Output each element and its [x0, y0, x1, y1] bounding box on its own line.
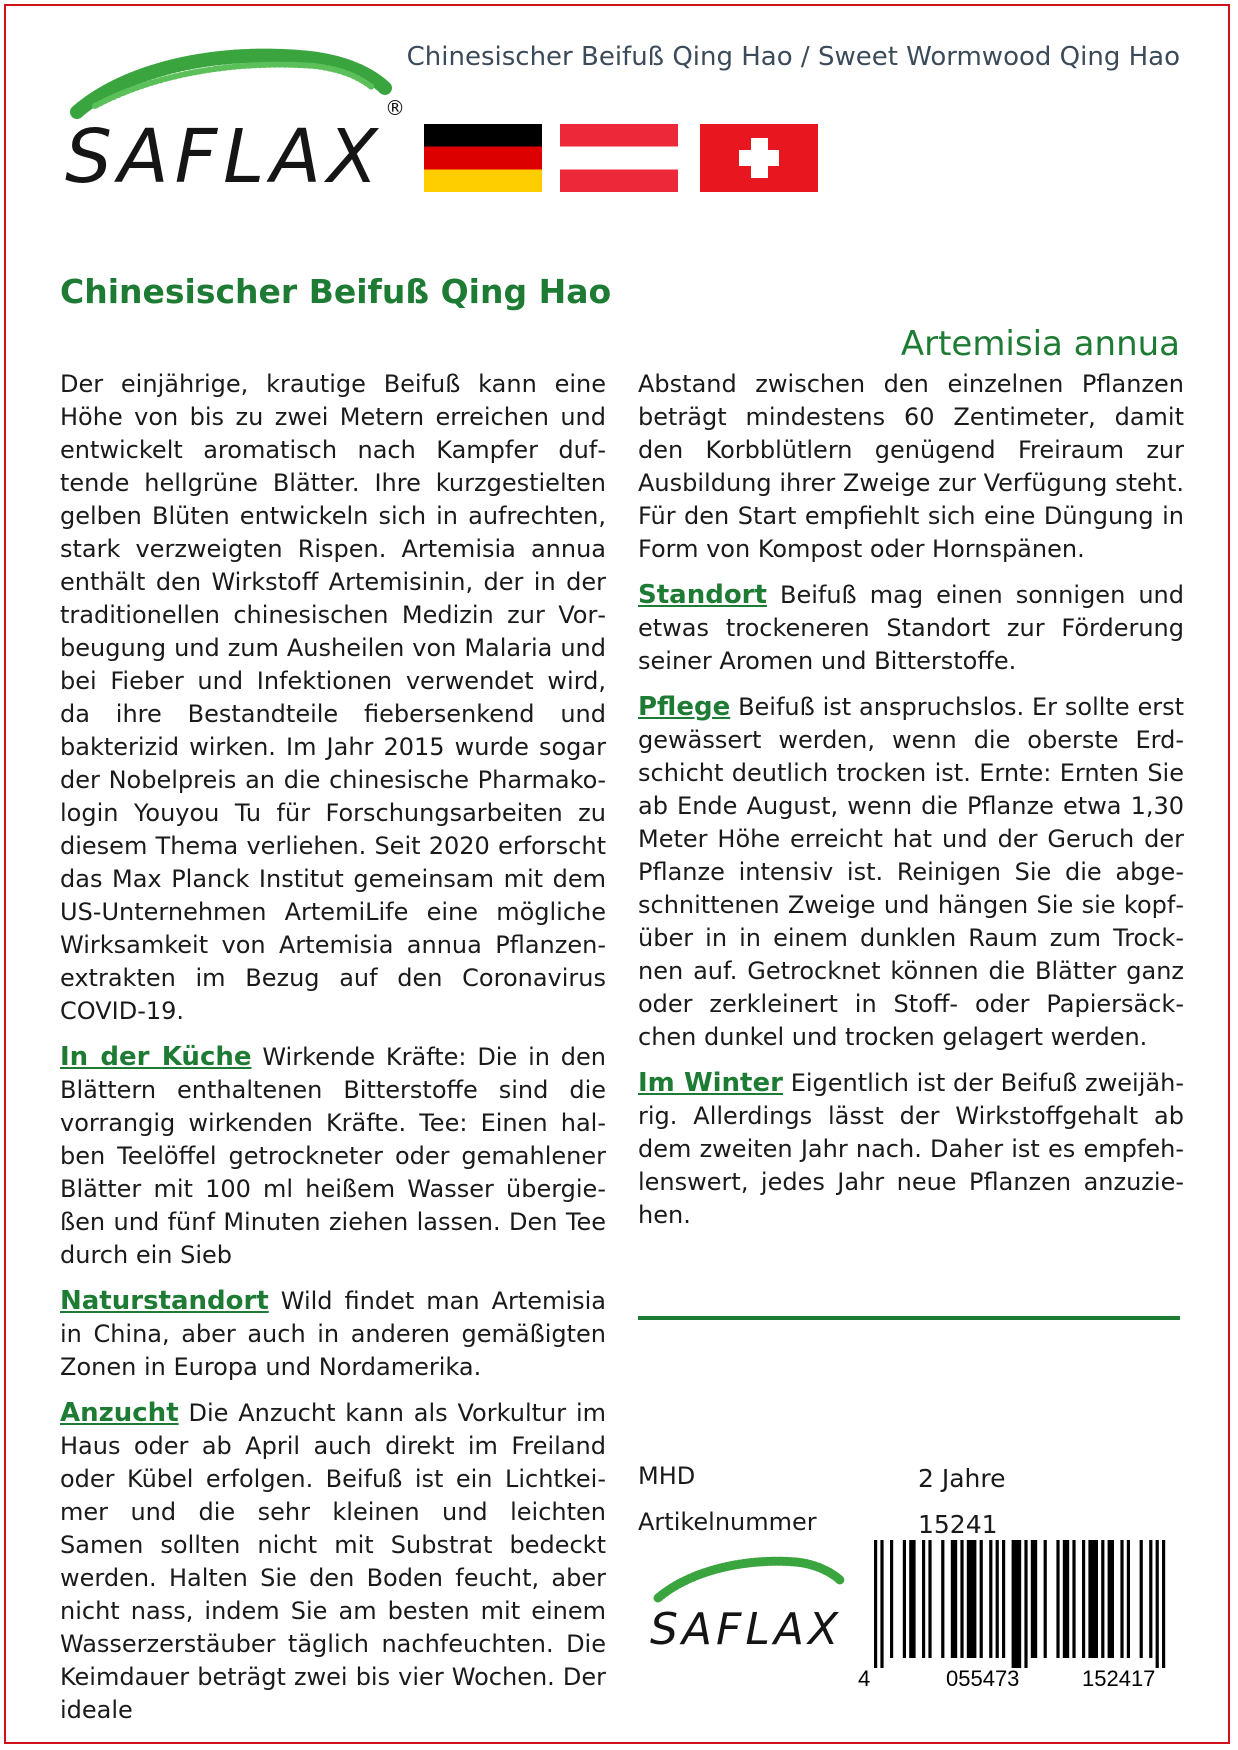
product-title: Chinesischer Beifuß Qing Hao — [60, 272, 612, 311]
barcode-bar — [928, 1540, 931, 1658]
mhd-label: MHD — [638, 1462, 696, 1490]
section-standort — [638, 579, 1184, 678]
section-winter — [638, 1067, 1184, 1232]
section-pflege — [638, 691, 1184, 1054]
barcode-bar — [1072, 1540, 1075, 1658]
barcode-bar — [996, 1540, 999, 1658]
logo-text: SAFLAX — [650, 1604, 843, 1655]
germany-flag-icon — [424, 124, 542, 192]
saflax-logo — [55, 40, 415, 210]
switzerland-flag-icon — [700, 124, 818, 192]
continued-paragraph: Abstand zwischen den einzelnen Pflanzen beträgt mindestens 60 Zentimeter, damit den Korbblütlern genügend Freiraum zur Ausbildung ihrer Zweige zur Verfügung steht. Für den Start empfiehlt sich eine Düngung in Form von Kompost oder Hornspänen. — [638, 370, 1184, 563]
barcode-bar — [967, 1540, 977, 1658]
left-column — [60, 368, 606, 1740]
barcode-bar — [1149, 1540, 1152, 1658]
barcode-bar — [941, 1540, 944, 1658]
section-heading: Pflege — [638, 692, 731, 722]
section-text: Wild findet man Artemisia in China, aber auch in anderen gemäßigten Zonen in Europa und Nordamerika. — [60, 1287, 606, 1381]
barcode-bar — [989, 1540, 992, 1658]
barcode-bar — [1012, 1540, 1022, 1668]
section-text: Die Anzucht kann als Vorkultur im Haus oder ab April auch direkt im Freiland oder Kübel erfolgen. Beifuß ist ein Lichtkeimer und die sehr kleinen und leichten Samen sollten nicht mit Substrat bedeckt werden. Halten Sie den Boden feucht, aber nicht nass, indem Sie am besten mit einem Wasserzerstäuber täglich nachfeuchten. Die Keimdauer beträgt zwei bis vier Wochen. Der ideale — [60, 1399, 606, 1724]
mhd-value: 2 Jahre — [918, 1464, 1006, 1493]
intro-paragraph: Der einjährige, krautige Beifuß kann eine Höhe von bis zu zwei Metern erreichen und entwickelt aromatisch nach Kampfer duftende hellgrüne Blätter. Ihre kurzgestielten gelben Blüten entwickeln sich in aufrechten, stark verzweigten Rispen. Artemisia annua enthält den Wirkstoff Artemisinin, der in der traditionellen chinesischen Medizin zur Vorbeugung und zum Ausheilen von Malaria und bei Fieber und Infektionen verwendet wird, da ihre Bestandteile fiebersenkend und bakterizid wirken. Im Jahr 2015 wurde sogar der Nobelpreis an die chinesische Pharmakologin Youyou Tu für Forschungsarbeiten zu diesem Thema verliehen. Seit 2020 erforscht das Max Planck Institut gemeinsam mit dem US-Unternehmen ArtemiLife eine mögliche Wirksamkeit von Artemisia annua Pflanzenextrakten im Bezug auf den Coronavirus COVID-19. — [60, 370, 606, 1025]
article-number-label: Artikelnummer — [638, 1508, 817, 1536]
header-title: Chinesischer Beifuß Qing Hao / Sweet Wormwood Qing Hao — [406, 42, 1180, 72]
barcode-bar — [909, 1540, 915, 1658]
barcode-digits-last: 152417 — [1082, 1666, 1156, 1691]
barcode-bar — [1162, 1540, 1165, 1668]
section-heading: Naturstandort — [60, 1286, 269, 1316]
section-heading: Im Winter — [638, 1068, 783, 1098]
barcode-bar — [1063, 1540, 1069, 1658]
barcode-bar — [1120, 1540, 1123, 1658]
barcode-bar — [1156, 1540, 1159, 1668]
barcode-bar — [1024, 1540, 1027, 1668]
section-anzucht — [60, 1397, 606, 1727]
logo-text: SAFLAX — [65, 114, 384, 200]
article-number-value: 15241 — [918, 1510, 998, 1539]
barcode-bar — [1002, 1540, 1005, 1658]
section-heading: Anzucht — [60, 1398, 179, 1428]
logo-swoosh-icon — [646, 1550, 856, 1610]
latin-name: Artemisia annua — [900, 324, 1180, 364]
barcode-bar — [1056, 1540, 1059, 1658]
section-naturstandort — [60, 1285, 606, 1384]
section-text: Eigentlich ist der Beifuß zweijährig. Allerdings lässt der Wirkstoffgehalt ab dem zweiten Jahr nach. Daher ist es empfehlenswert, jedes Jahr neue Pflanzen anzuziehen. — [638, 1069, 1184, 1229]
barcode-bar — [903, 1540, 906, 1658]
section-heading: In der Küche — [60, 1042, 252, 1072]
section-kueche — [60, 1041, 606, 1272]
right-column — [638, 368, 1184, 1245]
barcode-bar — [980, 1540, 983, 1658]
registered-mark: ® — [385, 96, 405, 120]
section-text: Wirkende Kräfte: Die in den Blättern enthaltenen Bitterstoffe sind die vorrangig wirkenden Kräfte. Tee: Einen halben Teelöffel getrockneter oder gemahlener Blätter mit 100 ml heißem Wasser übergießen und fünf Minuten ziehen lassen. Den Tee durch ein Sieb — [60, 1043, 606, 1269]
barcode-bar — [951, 1540, 957, 1658]
barcode-digit-first: 4 — [858, 1666, 871, 1691]
section-text: Beifuß mag einen sonnigen und etwas trockeneren Standort zur Förderung seiner Aromen und Bitterstoffe. — [638, 581, 1184, 675]
divider-line — [638, 1316, 1180, 1320]
section-heading: Standort — [638, 580, 767, 610]
barcode-bar — [890, 1540, 893, 1658]
saflax-logo-small — [646, 1550, 856, 1660]
barcode-bar — [1044, 1540, 1047, 1658]
section-text: Beifuß ist anspruchslos. Er sollte erst gewässert werden, wenn die oberste Erdschicht deutlich trocken ist. Ernte: Ernten Sie ab Ende August, wenn die Pflanze etwa 1,30 Meter Höhe erreicht hat und der Geruch der Pflanze intensiv ist. Reinigen Sie die abgeschnittenen Zweige und hängen Sie sie kopfüber in in einem dunklen Raum zum Trocknen auf. Getrocknet können die Blätter ganz oder zerkleinert in Stoff- oder Papiersäckchen dunkel und trocken gelagert werden. — [638, 693, 1184, 1051]
barcode-bar — [1108, 1540, 1114, 1658]
barcode-digits-middle: 055473 — [946, 1666, 1020, 1691]
barcode-bar — [880, 1540, 883, 1668]
barcode-bar — [960, 1540, 963, 1658]
barcode-bar — [1140, 1540, 1143, 1658]
barcode-bar — [1101, 1540, 1104, 1658]
barcode — [874, 1540, 1180, 1668]
barcode-bar — [874, 1540, 877, 1668]
barcode-bar — [1127, 1540, 1130, 1658]
barcode-bar — [922, 1540, 925, 1658]
barcode-bar — [1082, 1540, 1085, 1658]
barcode-bar — [1088, 1540, 1098, 1658]
barcode-bar — [1031, 1540, 1037, 1658]
austria-flag-icon — [560, 124, 678, 192]
